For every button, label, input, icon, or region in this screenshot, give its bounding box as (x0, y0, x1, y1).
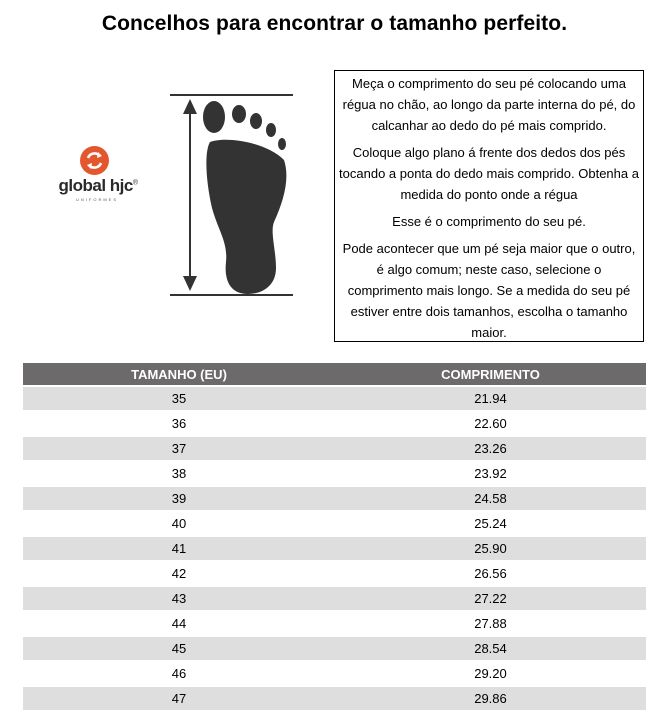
length-cell: 27.22 (335, 586, 646, 611)
size-cell: 36 (23, 411, 335, 436)
column-header-length: COMPRIMENTO (335, 363, 646, 386)
logo-subtitle: UNIFORMES (76, 197, 118, 202)
size-cell: 37 (23, 436, 335, 461)
table-row (23, 411, 646, 436)
table-row (23, 686, 646, 710)
length-cell: 23.26 (335, 436, 646, 461)
length-cell: 25.24 (335, 511, 646, 536)
table-row (23, 536, 646, 561)
instruction-paragraph: Meça o comprimento do seu pé colocando uma régua no chão, ao longo da parte interna do pé, do calcanhar ao dedo do pé mais comprido. (342, 76, 636, 133)
table-row (23, 586, 646, 611)
table-row (23, 461, 646, 486)
logo-arrows-icon (80, 146, 109, 175)
table-body (23, 386, 646, 710)
length-cell: 24.58 (335, 486, 646, 511)
length-cell: 25.90 (335, 536, 646, 561)
table-row (23, 611, 646, 636)
size-cell: 35 (23, 386, 335, 411)
size-cell: 41 (23, 536, 335, 561)
size-cell: 44 (23, 611, 335, 636)
table-row (23, 386, 646, 411)
table-row (23, 561, 646, 586)
length-cell: 29.86 (335, 686, 646, 710)
size-cell: 45 (23, 636, 335, 661)
table-row (23, 436, 646, 461)
instruction-paragraph: Coloque algo plano á frente dos dedos dos pés tocando a ponta do dedo mais comprido. Obtenha a medida do ponto onde a régua (339, 145, 639, 202)
instruction-paragraph: Pode acontecer que um pé seja maior que o outro, é algo comum; neste caso, selecione o comprimento mais longo. Se a medida do seu pé estiver entre dois tamanhos, escolha o tamanho maior. (342, 241, 636, 340)
table-row (23, 661, 646, 686)
size-cell: 40 (23, 511, 335, 536)
instructions-box (334, 70, 644, 342)
size-cell: 47 (23, 686, 335, 710)
size-cell: 39 (23, 486, 335, 511)
table-header-row (23, 363, 646, 386)
foot-measurement-icon (166, 90, 296, 300)
length-cell: 23.92 (335, 461, 646, 486)
brand-logo (46, 146, 150, 204)
size-table (23, 363, 646, 710)
table-row (23, 636, 646, 661)
instruction-paragraph: Esse é o comprimento do seu pé. (392, 214, 586, 229)
table-row (23, 486, 646, 511)
length-cell: 26.56 (335, 561, 646, 586)
length-cell: 29.20 (335, 661, 646, 686)
table-row (23, 511, 646, 536)
logo-name: global hjc® (58, 176, 138, 195)
size-cell: 43 (23, 586, 335, 611)
column-header-size: TAMANHO (EU) (23, 363, 335, 386)
length-cell: 21.94 (335, 386, 646, 411)
length-cell: 22.60 (335, 411, 646, 436)
size-cell: 46 (23, 661, 335, 686)
size-cell: 38 (23, 461, 335, 486)
length-cell: 27.88 (335, 611, 646, 636)
length-cell: 28.54 (335, 636, 646, 661)
size-cell: 42 (23, 561, 335, 586)
page-title: Concelhos para encontrar o tamanho perfeito. (101, 12, 568, 35)
